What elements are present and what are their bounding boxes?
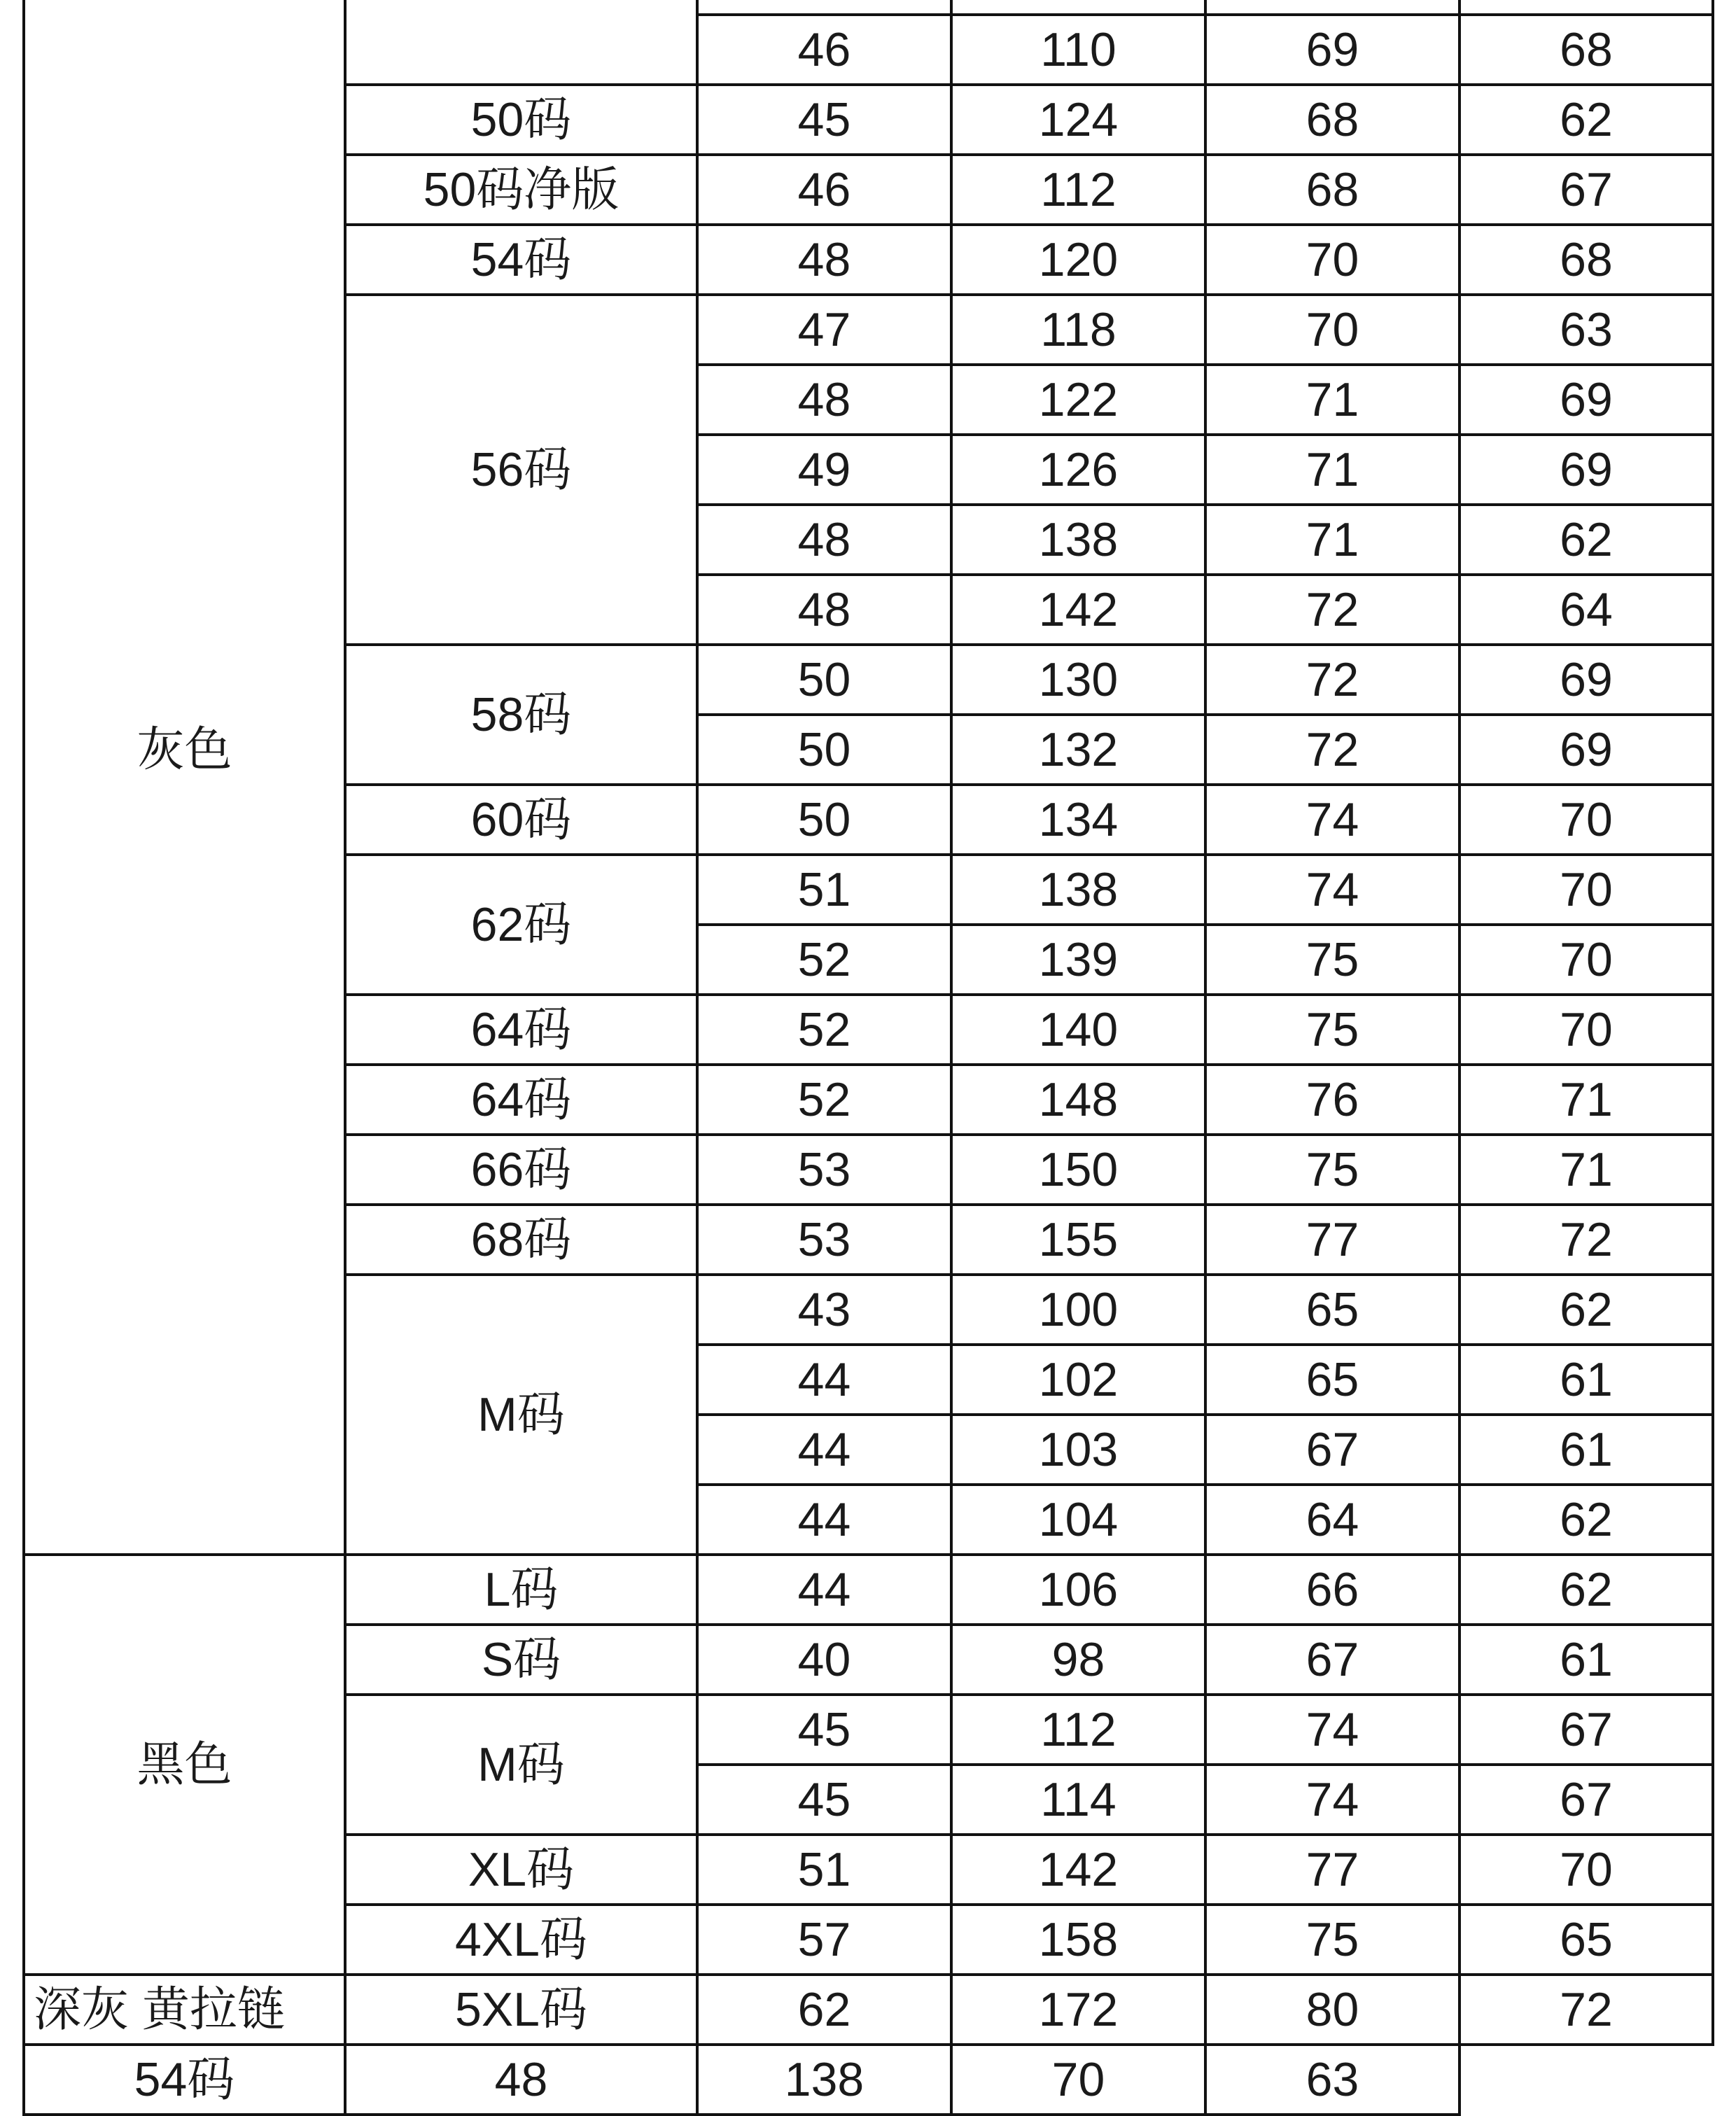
size-cell[interactable]: 54码 (345, 225, 697, 295)
size-cell[interactable]: 66码 (345, 1135, 697, 1205)
value-cell[interactable]: 70 (1460, 925, 1713, 995)
value-cell[interactable]: 75 (1205, 1905, 1460, 1975)
value-cell[interactable]: 52 (697, 995, 951, 1065)
size-cell[interactable]: 64码 (345, 1065, 697, 1135)
value-cell[interactable]: 65 (1460, 1905, 1713, 1975)
value-cell[interactable]: 75 (1205, 1135, 1460, 1205)
value-cell[interactable]: 61 (1460, 1415, 1713, 1485)
value-cell[interactable]: 45 (697, 1765, 951, 1835)
value-cell[interactable]: 150 (951, 1135, 1205, 1205)
color-cell[interactable]: 黑色 (24, 1555, 345, 1975)
size-cell[interactable]: 62码 (345, 855, 697, 995)
value-cell[interactable]: 53 (697, 1135, 951, 1205)
value-cell[interactable]: 62 (1460, 505, 1713, 575)
size-cell[interactable]: M码 (345, 1695, 697, 1835)
value-cell[interactable]: 68 (1460, 15, 1713, 85)
color-cell[interactable]: 深灰 黄拉链 (24, 1975, 345, 2045)
table-row (24, 2045, 1713, 2115)
value-cell[interactable]: 70 (1460, 855, 1713, 925)
value-cell[interactable]: 71 (1205, 435, 1460, 505)
value-cell[interactable]: 72 (1460, 1205, 1713, 1275)
value-cell[interactable]: 46 (697, 155, 951, 225)
table-row (24, 1975, 1713, 2045)
table-row (24, 1555, 1713, 1625)
size-cell[interactable]: 4XL码 (345, 1905, 697, 1975)
value-cell[interactable]: 104 (951, 1485, 1205, 1555)
value-cell[interactable]: 71 (1460, 1135, 1713, 1205)
value-cell[interactable]: 130 (951, 645, 1205, 715)
value-cell[interactable]: 40 (697, 1625, 951, 1695)
size-cell[interactable]: 64码 (345, 995, 697, 1065)
value-cell[interactable]: 102 (951, 1345, 1205, 1415)
value-cell[interactable]: 132 (951, 715, 1205, 785)
value-cell[interactable]: 48 (697, 505, 951, 575)
size-cell[interactable]: S码 (345, 1625, 697, 1695)
value-cell[interactable]: 61 (1460, 1345, 1713, 1415)
value-cell[interactable]: 48 (345, 2045, 697, 2115)
value-cell[interactable]: 62 (1460, 1275, 1713, 1345)
value-cell[interactable]: 74 (1205, 855, 1460, 925)
value-cell[interactable]: 155 (951, 1205, 1205, 1275)
value-cell[interactable]: 114 (951, 1765, 1205, 1835)
value-cell[interactable]: 45 (697, 85, 951, 155)
value-cell[interactable]: 172 (951, 1975, 1205, 2045)
value-cell[interactable]: 66 (1205, 1555, 1460, 1625)
value-cell[interactable]: 44 (697, 1555, 951, 1625)
value-cell[interactable]: 67 (1460, 155, 1713, 225)
value-cell[interactable]: 64 (1460, 575, 1713, 645)
value-cell[interactable]: 50 (697, 715, 951, 785)
size-cell[interactable]: 68码 (345, 1205, 697, 1275)
value-cell[interactable] (697, 0, 951, 15)
value-cell[interactable]: 62 (1460, 85, 1713, 155)
value-cell[interactable]: 63 (1205, 2045, 1460, 2115)
size-cell[interactable]: 50码 (345, 85, 697, 155)
value-cell[interactable]: 70 (1460, 785, 1713, 855)
value-cell[interactable]: 51 (697, 855, 951, 925)
value-cell[interactable]: 142 (951, 575, 1205, 645)
value-cell[interactable]: 67 (1205, 1625, 1460, 1695)
value-cell[interactable]: 53 (697, 1205, 951, 1275)
size-cell[interactable]: 50码净版 (345, 155, 697, 225)
value-cell[interactable]: 112 (951, 1695, 1205, 1765)
value-cell[interactable]: 69 (1460, 715, 1713, 785)
value-cell[interactable]: 52 (697, 925, 951, 995)
value-cell[interactable]: 138 (951, 855, 1205, 925)
table-row (24, 0, 1713, 15)
value-cell[interactable]: 70 (1205, 225, 1460, 295)
value-cell[interactable]: 64 (1205, 1485, 1460, 1555)
size-cell[interactable] (345, 0, 697, 85)
value-cell[interactable]: 50 (697, 645, 951, 715)
value-cell[interactable]: 98 (951, 1625, 1205, 1695)
value-cell[interactable]: 68 (1205, 155, 1460, 225)
value-cell[interactable]: 142 (951, 1835, 1205, 1905)
value-cell[interactable]: 68 (1205, 85, 1460, 155)
value-cell[interactable]: 75 (1205, 995, 1460, 1065)
value-cell[interactable]: 71 (1205, 365, 1460, 435)
value-cell[interactable]: 70 (951, 2045, 1205, 2115)
value-cell[interactable]: 110 (951, 15, 1205, 85)
value-cell[interactable]: 65 (1205, 1275, 1460, 1345)
value-cell[interactable]: 62 (697, 1975, 951, 2045)
value-cell[interactable]: 122 (951, 365, 1205, 435)
value-cell[interactable]: 69 (1205, 15, 1460, 85)
value-cell[interactable]: 47 (697, 295, 951, 365)
size-cell[interactable]: XL码 (345, 1835, 697, 1905)
value-cell[interactable]: 72 (1205, 575, 1460, 645)
value-cell[interactable]: 62 (1460, 1485, 1713, 1555)
value-cell[interactable]: 77 (1205, 1205, 1460, 1275)
value-cell[interactable]: 112 (951, 155, 1205, 225)
value-cell[interactable]: 44 (697, 1485, 951, 1555)
value-cell[interactable]: 72 (1205, 645, 1460, 715)
value-cell[interactable]: 74 (1205, 1695, 1460, 1765)
value-cell[interactable]: 106 (951, 1555, 1205, 1625)
value-cell[interactable]: 138 (951, 505, 1205, 575)
value-cell[interactable]: 80 (1205, 1975, 1460, 2045)
size-cell[interactable]: M码 (345, 1275, 697, 1555)
value-cell[interactable]: 44 (697, 1345, 951, 1415)
size-cell[interactable]: 54码 (24, 2045, 345, 2115)
value-cell[interactable]: 69 (1460, 645, 1713, 715)
value-cell[interactable]: 46 (697, 15, 951, 85)
value-cell[interactable]: 74 (1205, 785, 1460, 855)
value-cell[interactable]: 52 (697, 1065, 951, 1135)
value-cell[interactable]: 48 (697, 575, 951, 645)
value-cell[interactable]: 75 (1205, 925, 1460, 995)
value-cell[interactable]: 70 (1205, 295, 1460, 365)
value-cell[interactable]: 70 (1460, 1835, 1713, 1905)
value-cell[interactable]: 70 (1460, 995, 1713, 1065)
size-table (22, 0, 1714, 2116)
value-cell[interactable]: 118 (951, 295, 1205, 365)
size-cell[interactable]: 56码 (345, 295, 697, 645)
value-cell[interactable]: 69 (1460, 365, 1713, 435)
value-cell[interactable]: 48 (697, 225, 951, 295)
value-cell[interactable]: 67 (1205, 1415, 1460, 1485)
value-cell[interactable]: 158 (951, 1905, 1205, 1975)
value-cell[interactable] (1205, 0, 1460, 15)
value-cell[interactable]: 65 (1205, 1345, 1460, 1415)
value-cell[interactable]: 72 (1460, 1975, 1713, 2045)
value-cell[interactable]: 100 (951, 1275, 1205, 1345)
value-cell[interactable]: 71 (1205, 505, 1460, 575)
value-cell[interactable]: 57 (697, 1905, 951, 1975)
value-cell[interactable]: 126 (951, 435, 1205, 505)
value-cell[interactable]: 61 (1460, 1625, 1713, 1695)
value-cell[interactable]: 139 (951, 925, 1205, 995)
value-cell[interactable]: 74 (1205, 1765, 1460, 1835)
size-cell[interactable]: 60码 (345, 785, 697, 855)
value-cell[interactable]: 48 (697, 365, 951, 435)
value-cell[interactable]: 49 (697, 435, 951, 505)
value-cell[interactable]: 103 (951, 1415, 1205, 1485)
value-cell[interactable]: 50 (697, 785, 951, 855)
size-cell[interactable]: L码 (345, 1555, 697, 1625)
value-cell[interactable]: 77 (1205, 1835, 1460, 1905)
value-cell[interactable]: 62 (1460, 1555, 1713, 1625)
value-cell[interactable]: 134 (951, 785, 1205, 855)
value-cell[interactable]: 120 (951, 225, 1205, 295)
value-cell[interactable]: 44 (697, 1415, 951, 1485)
value-cell[interactable]: 68 (1460, 225, 1713, 295)
value-cell[interactable]: 69 (1460, 435, 1713, 505)
value-cell[interactable]: 45 (697, 1695, 951, 1765)
value-cell[interactable]: 138 (697, 2045, 951, 2115)
value-cell[interactable]: 72 (1205, 715, 1460, 785)
value-cell[interactable]: 140 (951, 995, 1205, 1065)
value-cell[interactable]: 51 (697, 1835, 951, 1905)
value-cell[interactable]: 63 (1460, 295, 1713, 365)
value-cell[interactable]: 43 (697, 1275, 951, 1345)
color-cell[interactable]: 灰色 (24, 0, 345, 1555)
size-cell[interactable]: 58码 (345, 645, 697, 785)
value-cell[interactable] (951, 0, 1205, 15)
value-cell[interactable]: 148 (951, 1065, 1205, 1135)
size-cell[interactable]: 5XL码 (345, 1975, 697, 2045)
value-cell[interactable]: 67 (1460, 1765, 1713, 1835)
value-cell[interactable] (1460, 0, 1713, 15)
value-cell[interactable]: 124 (951, 85, 1205, 155)
value-cell[interactable]: 76 (1205, 1065, 1460, 1135)
value-cell[interactable]: 67 (1460, 1695, 1713, 1765)
value-cell[interactable]: 71 (1460, 1065, 1713, 1135)
